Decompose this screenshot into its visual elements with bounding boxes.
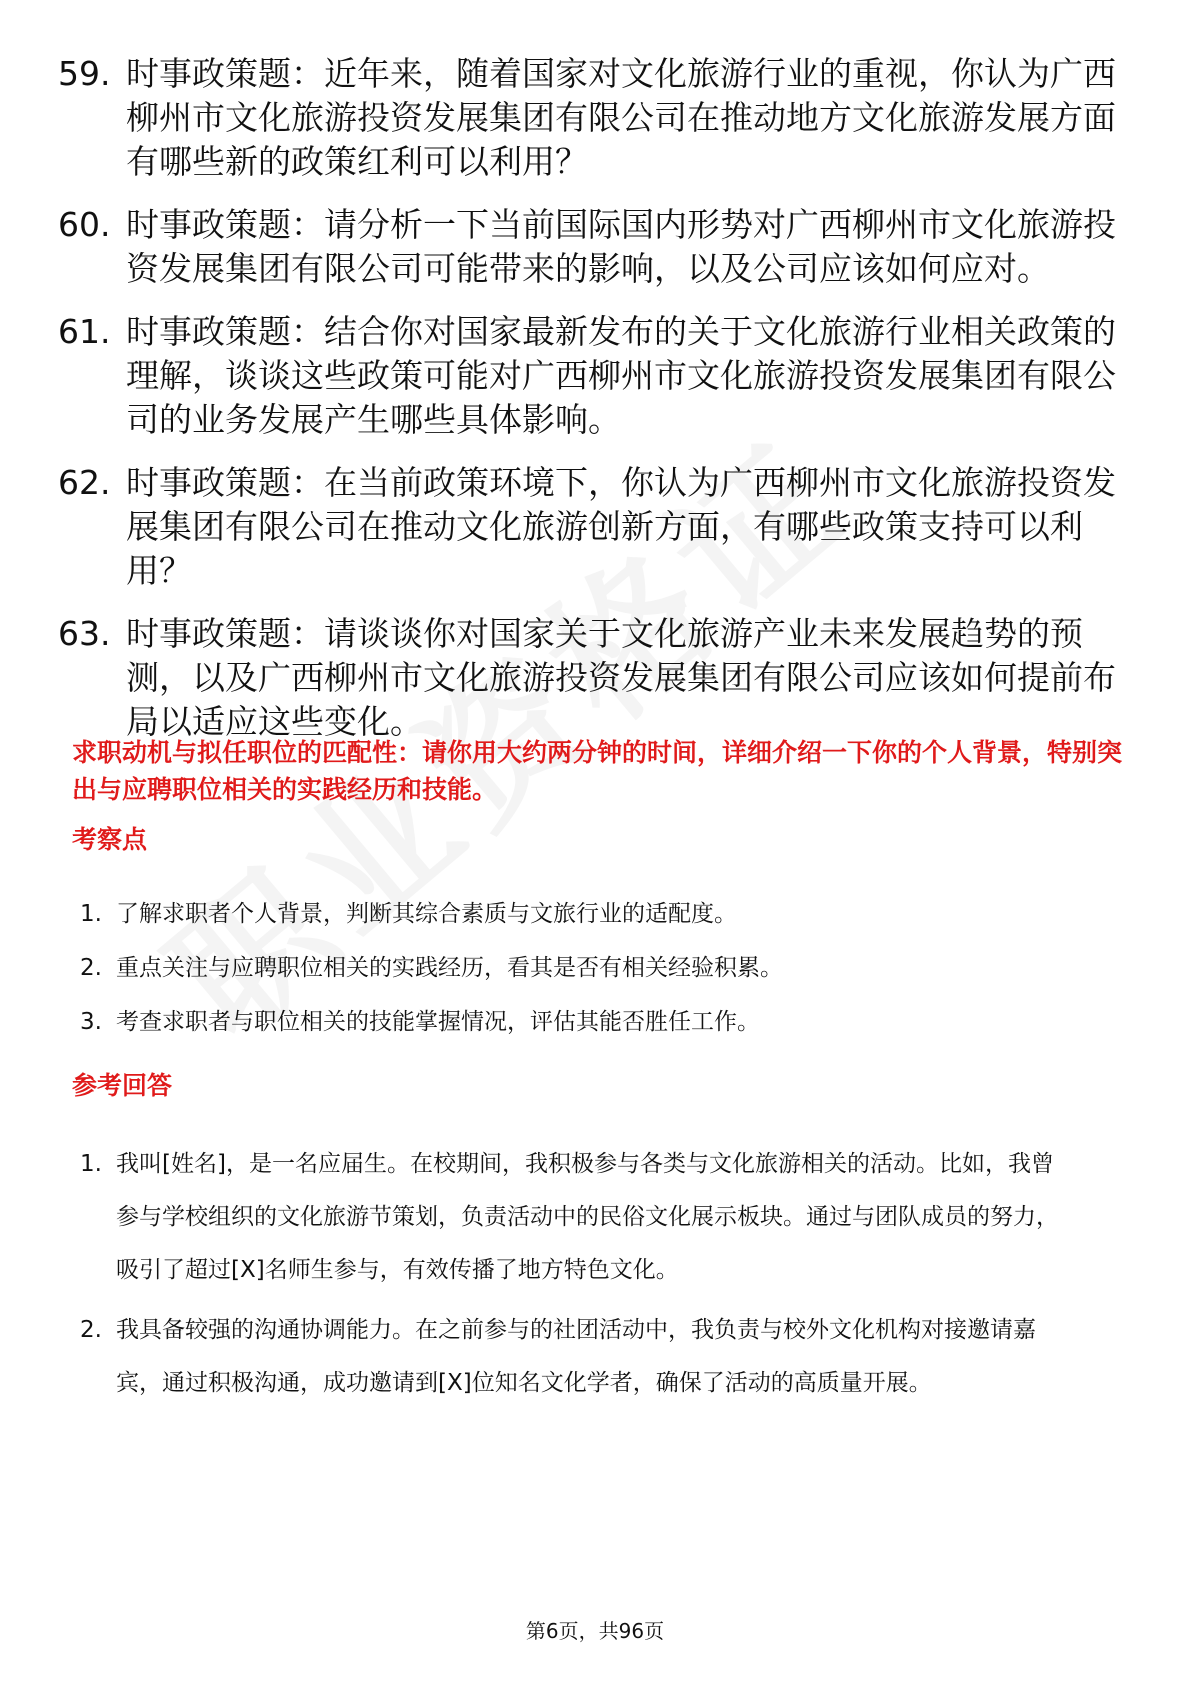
question-text: 时事政策题：请分析一下当前国际国内形势对广西柳州市文化旅游投资发展集团有限公司可能带来的影响，以及公司应该如何应对。 xyxy=(126,205,1116,288)
page-number: 第6页，共96页 xyxy=(525,1619,665,1643)
question-text: 时事政策题：近年来，随着国家对文化旅游行业的重视，你认为广西柳州市文化旅游投资发展集团有限公司在推动地方文化旅游发展方面有哪些新的政策红利可以利用？ xyxy=(126,54,1116,181)
item-number: 1. xyxy=(80,1151,102,1177)
item-text: 考查求职者与职位相关的技能掌握情况，评估其能否胜任工作。 xyxy=(116,1009,760,1035)
list-item xyxy=(58,203,1138,291)
item-number: 2. xyxy=(80,955,102,981)
list-item xyxy=(80,950,1130,986)
item-number: 2. xyxy=(80,1317,102,1343)
section-title-points: 考察点 xyxy=(72,825,148,854)
list-item xyxy=(80,1004,1130,1040)
item-text: 重点关注与应聘职位相关的实践经历，看其是否有相关经验积累。 xyxy=(116,955,783,981)
list-item xyxy=(80,896,1130,932)
question-text: 时事政策题：在当前政策环境下，你认为广西柳州市文化旅游投资发展集团有限公司在推动文化旅游创新方面，有哪些政策支持可以利用？ xyxy=(126,463,1116,590)
question-text: 时事政策题：请谈谈你对国家关于文化旅游产业未来发展趋势的预测，以及广西柳州市文化旅游投资发展集团有限公司应该如何提前布局以适应这些变化。 xyxy=(126,614,1116,741)
list-item xyxy=(58,461,1138,593)
section-title-answers: 参考回答 xyxy=(72,1071,173,1100)
question-number: 61. xyxy=(58,312,111,351)
item-text: 了解求职者个人背景，判断其综合素质与文旅行业的适配度。 xyxy=(116,901,737,927)
item-text: 我叫[姓名]，是一名应届生。在校期间，我积极参与各类与文化旅游相关的活动。比如，我曾参与学校组织的文化旅游节策划，负责活动中的民俗文化展示板块。通过与团队成员的努力，吸引了超过[X]名师生参与，有效传播了地方特色文化。 xyxy=(116,1151,1059,1283)
question-number: 60. xyxy=(58,205,111,244)
points-list xyxy=(80,896,1130,1058)
question-number: 62. xyxy=(58,463,111,502)
item-number: 3. xyxy=(80,1009,102,1035)
list-item xyxy=(80,1304,1130,1410)
highlighted-question: 求职动机与拟任职位的匹配性：请你用大约两分钟的时间，详细介绍一下你的个人背景，特别突出与应聘职位相关的实践经历和技能。 xyxy=(72,738,1123,804)
list-item xyxy=(80,1138,1130,1297)
item-number: 1. xyxy=(80,901,102,927)
list-item xyxy=(58,612,1138,744)
item-text: 我具备较强的沟通协调能力。在之前参与的社团活动中，我负责与校外文化机构对接邀请嘉宾，通过积极沟通，成功邀请到[X]位知名文化学者，确保了活动的高质量开展。 xyxy=(116,1317,1036,1396)
question-number: 63. xyxy=(58,614,111,653)
question-text: 时事政策题：结合你对国家最新发布的关于文化旅游行业相关政策的理解，谈谈这些政策可能对广西柳州市文化旅游投资发展集团有限公司的业务发展产生哪些具体影响。 xyxy=(126,312,1116,439)
list-item xyxy=(58,52,1138,184)
question-list xyxy=(58,52,1138,763)
answers-list xyxy=(80,1138,1130,1417)
list-item xyxy=(58,310,1138,442)
question-number: 59. xyxy=(58,54,111,93)
